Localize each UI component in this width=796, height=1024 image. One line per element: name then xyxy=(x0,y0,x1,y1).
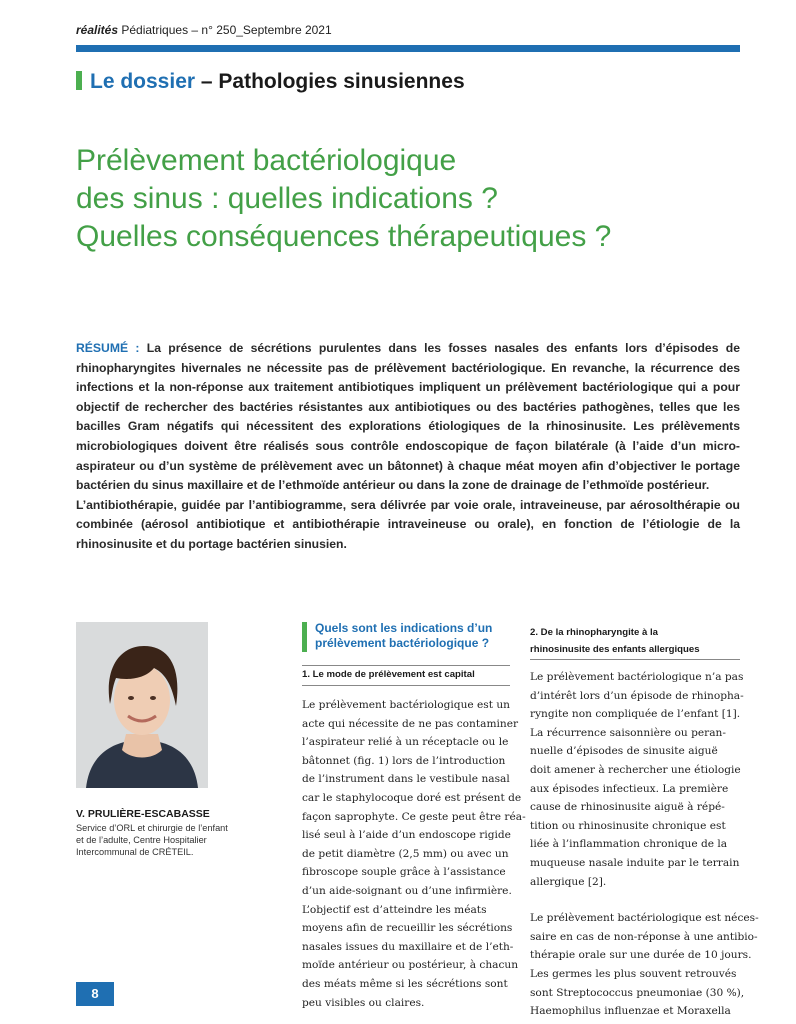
body-line: peu visibles ou claires. xyxy=(302,996,425,1009)
issue-info: Pédiatriques – n° 250_Septembre 2021 xyxy=(118,23,332,37)
body-line: l’aspirateur relié à un réceptacle ou le xyxy=(302,736,509,749)
body-line: fibroscope souple grâce à l’assistance xyxy=(302,866,506,879)
body-line: cause de rhinosinusite aiguë à répé- xyxy=(530,801,725,814)
body-line: liée à l’inflammation chronique de la xyxy=(530,838,728,851)
body-line: Les germes les plus souvent retrouvés xyxy=(530,967,737,980)
body-line: saire en cas de non-réponse à une antibio- xyxy=(530,930,758,943)
body-line: nasales issues du maxillaire et de l’eth- xyxy=(302,940,514,953)
affiliation-line: et de l’adulte, Centre Hospitalier xyxy=(76,835,207,845)
title-line: Quelles conséquences thérapeutiques ? xyxy=(76,220,612,253)
body-line: aux épisodes infectieux. La première xyxy=(530,782,729,795)
body-line: moïde antérieur ou postérieur, à chacun xyxy=(302,959,519,972)
section-heading xyxy=(76,70,465,94)
body-line: bâtonnet (fig. 1) lors de l’introduction xyxy=(302,754,506,767)
author-portrait xyxy=(76,622,208,788)
section-topic: – Pathologies sinusiennes xyxy=(195,70,465,93)
body-line: Haemophilus influenzae et Moraxella xyxy=(530,1005,731,1018)
heading-line: rhinosinusite des enfants allergiques xyxy=(530,644,700,655)
body-line: nuelle d’épisodes de sinusite aiguë xyxy=(530,745,718,758)
body-line: de petit diamètre (2,5 mm) ou avec un xyxy=(302,847,509,860)
body-line: acte qui nécessite de ne pas contaminer xyxy=(302,717,519,730)
abstract xyxy=(76,339,740,555)
body-line: ryngite non compliquée de l’enfant [1]. xyxy=(530,708,741,721)
heading-line: Quels sont les indications d’un xyxy=(315,621,493,635)
paragraph-gap xyxy=(530,891,742,909)
body-line: muqueuse nasale induite par le terrain xyxy=(530,856,740,869)
body-line: La récurrence saisonnière ou peran- xyxy=(530,726,726,739)
heading-line: prélèvement bactériologique ? xyxy=(315,636,490,650)
body-line: des méats même si les sécrétions sont xyxy=(302,977,508,990)
affiliation-line: Intercommunal de CRÉTEIL. xyxy=(76,847,194,857)
heading-marker xyxy=(302,622,307,652)
body-line: moyens afin de recueillir les sécrétions xyxy=(302,922,513,935)
body-line: tition ou rhinosinusite chronique est xyxy=(530,819,726,832)
body-line: L’objectif est d’atteindre les méats xyxy=(302,903,487,916)
body-line: car le staphylocoque doré est présent de xyxy=(302,791,522,804)
heading-line: 2. De la rhinopharyngite à la xyxy=(530,627,658,638)
column2-heading xyxy=(530,624,700,658)
body-line: allergique [2]. xyxy=(530,875,607,888)
body-line: Le prélèvement bactériologique est néces- xyxy=(530,912,759,925)
body-line: Le prélèvement bactériologique n’a pas xyxy=(530,671,744,683)
author-name: V. PRULIÈRE-ESCABASSE xyxy=(76,808,210,820)
journal-brand: réalités xyxy=(76,23,119,37)
running-header xyxy=(76,23,332,37)
body-line: lisé seul à l’aide d’un endoscope rigide xyxy=(302,829,511,842)
column2-body xyxy=(530,668,759,1021)
body-line: doit amener à rechercher une étiologie xyxy=(530,763,741,776)
column1-body xyxy=(302,696,526,1012)
column1-subheading: 1. Le mode de prélèvement est capital xyxy=(302,665,510,686)
section-label: Le dossier xyxy=(90,70,196,93)
body-line: de l’instrument dans le vestibule nasal xyxy=(302,773,510,786)
title-line: des sinus : quelles indications ? xyxy=(76,182,498,215)
column2-rule xyxy=(530,659,740,660)
abstract-paragraph: L’antibiothérapie, guidée par l’antibiogramme, sera délivrée par voie orale, intraveineuse, par aérosolthérapie ou combinée (aérosol antibiotique et antibiothérapie intraveineuse ou orale), en fonction de l’étiologie de la rhinosinusite et du portage bactérien sinusien. xyxy=(76,497,740,551)
body-line: Le prélèvement bactériologique est un xyxy=(302,699,511,711)
body-line: sont Streptococcus pneumoniae (30 %), xyxy=(530,986,745,999)
abstract-paragraph xyxy=(76,339,740,496)
abstract-label: RÉSUMÉ : xyxy=(76,341,140,355)
article-title xyxy=(76,142,756,256)
page-number: 8 xyxy=(76,982,114,1006)
section-marker xyxy=(76,71,82,90)
author-affiliation xyxy=(76,822,226,858)
abstract-text: La présence de sécrétions purulentes dans les fosses nasales des enfants lors d’épisodes de rhinopharyngites hivernales ne nécessite pas de prélèvement bactériologique. En revanche, la récurrence des infections et la non-réponse aux traitement antibiotiques impliquent un prélèvement bactériologique qui a pour objectif de rechercher des bactéries résistantes aux antibiotiques ou des bactéries pathogènes, telles que les bacilles Gram négatifs qui nécessitent des explorations étiologiques de la rhinosinusite. Les prélèvements microbiologiques doivent être réalisés sous contrôle endoscopique de façon bilatérale (à l’aide d’un micro-aspirateur ou d’un système de prélèvement avec un bâtonnet) à chaque méat moyen afin d’objectiver le portage bactérien du sinus maxillaire et de l’ethmoïde antérieur ou dans la zone de drainage de l’ethmoïde postérieur. xyxy=(76,341,740,493)
header-rule xyxy=(76,45,740,52)
column1-heading xyxy=(302,621,510,651)
body-line: d’un aide-soignant ou d’une infirmière. xyxy=(302,884,512,897)
title-line: Prélèvement bactériologique xyxy=(76,144,457,177)
body-line: thérapie orale sur une durée de 10 jours. xyxy=(530,949,752,962)
body-line: façon saprophyte. Ce geste peut être réa- xyxy=(302,810,526,823)
body-line: d’intérêt lors d’un épisode de rhinopha- xyxy=(530,689,744,702)
affiliation-line: Service d’ORL et chirurgie de l’enfant xyxy=(76,823,228,833)
